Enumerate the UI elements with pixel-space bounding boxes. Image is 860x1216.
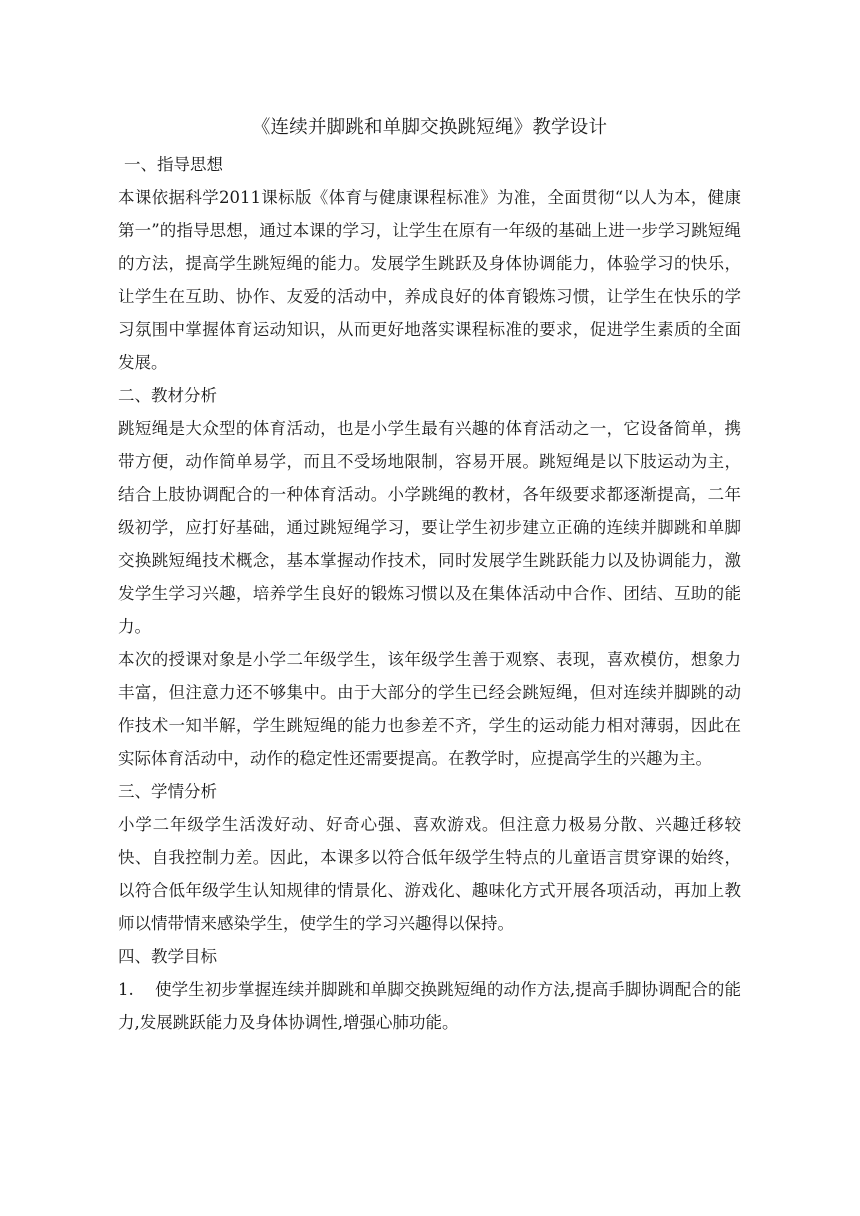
document-title: 《连续并脚跳和单脚交换跳短绳》教学设计 <box>251 117 608 138</box>
section-heading-material-analysis: 二、教材分析 <box>118 386 217 405</box>
document-body <box>118 114 741 1039</box>
list-item-objective-1: 1. 使学生初步掌握连续并脚跳和单脚交换跳短绳的动作方法,提高手脚协调配合的能力,发展跳跃能力及身体协调性,增强心肺功能。 <box>118 980 741 1032</box>
section-heading-teaching-objectives: 四、教学目标 <box>118 947 217 966</box>
paragraph-student-analysis: 小学二年级学生活泼好动、好奇心强、喜欢游戏。但注意力极易分散、兴趣迁移较快、自我控制力差。因此，本课多以符合低年级学生特点的儿童语言贯穿课的始终，以符合低年级学生认知规律的情景化、游戏化、趣味化方式开展各项活动，再加上教师以情带情来感染学生，使学生的学习兴趣得以保持。 <box>118 815 741 933</box>
paragraph-guiding-ideology: 本课依据科学2011课标版《体育与健康课程标准》为准，全面贯彻“以人为本，健康第一”的指导思想，通过本课的学习，让学生在原有一年级的基础上进一步学习跳短绳的方法，提高学生跳短绳的能力。发展学生跳跃及身体协调能力，体验学习的快乐，让学生在互助、协作、友爱的活动中，养成良好的体育锻炼习惯，让学生在快乐的学习氛围中掌握体育运动知识，从而更好地落实课程标准的要求，促进学生素质的全面发展。 <box>118 188 741 372</box>
section-heading-student-analysis: 三、学情分析 <box>118 782 217 801</box>
section-heading-guiding-ideology: 一、指导思想 <box>124 155 223 174</box>
paragraph-material-analysis-2: 本次的授课对象是小学二年级学生，该年级学生善于观察、表现，喜欢模仿，想象力丰富，但注意力还不够集中。由于大部分的学生已经会跳短绳，但对连续并脚跳的动作技术一知半解，学生跳短绳的能力也参差不齐，学生的运动能力相对薄弱，因此在实际体育活动中，动作的稳定性还需要提高。在教学时，应提高学生的兴趣为主。 <box>118 650 741 768</box>
paragraph-material-analysis-1: 跳短绳是大众型的体育活动，也是小学生最有兴趣的体育活动之一，它设备简单，携带方便，动作简单易学，而且不受场地限制，容易开展。跳短绳是以下肢运动为主，结合上肢协调配合的一种体育活动。小学跳绳的教材，各年级要求都逐渐提高，二年级初学，应打好基础，通过跳短绳学习，要让学生初步建立正确的连续并脚跳和单脚交换跳短绳技术概念，基本掌握动作技术，同时发展学生跳跃能力以及协调能力，激发学生学习兴趣，培养学生良好的锻炼习惯以及在集体活动中合作、团结、互助的能力。 <box>118 419 741 636</box>
